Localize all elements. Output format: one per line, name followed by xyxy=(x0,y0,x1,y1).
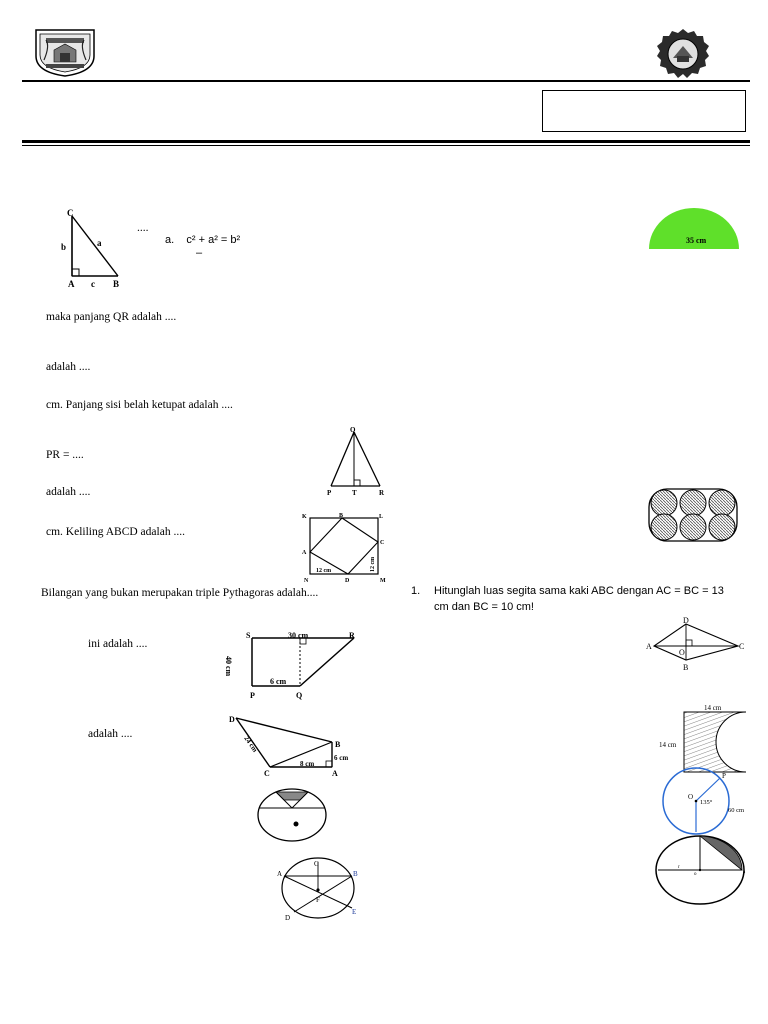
label-C: C xyxy=(264,769,270,778)
label-E: E xyxy=(352,908,357,916)
label-R: R xyxy=(379,489,385,497)
right-triangle-figure xyxy=(58,206,130,290)
label-r: r xyxy=(678,865,680,870)
label-C: C xyxy=(314,860,319,868)
trapezoid-figure xyxy=(224,628,364,700)
label-c: c xyxy=(91,279,95,289)
label-T: T xyxy=(352,489,357,497)
q1-option-dash: – xyxy=(196,247,203,259)
label-o: o xyxy=(694,872,697,877)
header-rule-thin xyxy=(22,80,750,82)
identity-box xyxy=(542,90,746,132)
q6-text: adalah .... xyxy=(46,486,91,498)
dim-top-14: 14 cm xyxy=(704,704,722,712)
label-a: a xyxy=(97,238,102,248)
label-Q: Q xyxy=(296,691,303,700)
label-A: A xyxy=(646,642,652,651)
label-P: P xyxy=(250,691,255,700)
label-B: B xyxy=(113,279,120,289)
label-radius: 60 cm xyxy=(728,807,745,814)
quadrilateral-figure xyxy=(226,712,354,778)
semicircle-label: 35 cm xyxy=(686,236,707,245)
label-L: L xyxy=(379,514,384,520)
label-S: S xyxy=(246,631,251,640)
label-B: B xyxy=(339,513,344,519)
label-A: A xyxy=(302,550,307,556)
q10-text: adalah .... xyxy=(88,728,133,740)
dim-right: 12 cm xyxy=(370,556,376,572)
label-C: C xyxy=(739,642,745,651)
label-D: D xyxy=(229,715,235,724)
label-R: R xyxy=(349,631,355,640)
q8-text: Bilangan yang bukan merupakan triple Pythagoras adalah.... xyxy=(41,587,319,599)
label-O: O xyxy=(679,648,685,657)
q4-text: cm. Panjang sisi belah ketupat adalah .... xyxy=(46,399,233,411)
item-text-line2: cm dan BC = 10 cm! xyxy=(434,601,534,613)
label-D: D xyxy=(683,616,689,625)
item-text-line1: Hitunglah luas segita sama kaki ABC dengan AC = BC = 13 xyxy=(434,585,724,597)
regency-crest-logo xyxy=(32,26,98,78)
header-rule-thick xyxy=(22,140,750,143)
q1-dots: .... xyxy=(137,222,149,234)
circle-quarter-figure xyxy=(654,830,750,906)
label-P: P xyxy=(327,489,332,497)
dim-top: 30 cm xyxy=(288,631,309,640)
label-F: F xyxy=(316,896,320,904)
label-a: a xyxy=(743,870,746,875)
label-N: N xyxy=(304,578,309,584)
q9-text: ini adalah .... xyxy=(88,638,148,650)
label-C: C xyxy=(380,540,385,546)
dim-ca: 8 cm xyxy=(300,760,315,768)
circle-chords-figure xyxy=(276,854,362,924)
circle-sector-figure xyxy=(660,770,754,834)
school-seal-logo xyxy=(657,28,709,80)
label-A: A xyxy=(277,870,283,878)
q3-text: adalah .... xyxy=(46,361,91,373)
label-D: D xyxy=(345,578,350,584)
label-D: D xyxy=(285,914,291,922)
label-P: P xyxy=(722,772,726,780)
item-number: 1. xyxy=(411,585,421,597)
q7-text: cm. Keliling ABCD adalah .... xyxy=(46,526,185,538)
dim-inner: 6 cm xyxy=(270,677,287,686)
header-rule-under xyxy=(22,145,750,146)
semicircle-figure xyxy=(648,204,740,250)
dim-ba: 6 cm xyxy=(334,754,349,762)
circle-cap-figure xyxy=(256,788,328,842)
label-b: b xyxy=(61,242,67,252)
label-A: A xyxy=(68,279,75,289)
label-B: B xyxy=(335,740,341,749)
q1-option-a: a. c² + a² = b² xyxy=(165,234,241,246)
rhombus-rectangle-figure xyxy=(296,510,388,584)
label-A: A xyxy=(332,769,338,778)
dim-left-14: 14 cm xyxy=(659,741,677,749)
dim-dc: 24 cm xyxy=(242,734,260,754)
dim-bottom: 12 cm xyxy=(316,568,332,574)
circles-rectangle-figure xyxy=(648,488,738,542)
label-O: O xyxy=(688,793,694,801)
label-angle: 135° xyxy=(700,799,713,806)
q2-text: maka panjang QR adalah .... xyxy=(46,311,177,323)
isosceles-triangle-figure xyxy=(322,424,392,498)
label-C: C xyxy=(67,208,74,218)
label-K: K xyxy=(302,514,307,520)
dim-left: 40 cm xyxy=(224,656,233,677)
kite-figure xyxy=(644,614,748,678)
label-M: M xyxy=(380,578,386,584)
label-B: B xyxy=(683,663,689,672)
label-B: B xyxy=(353,870,358,878)
label-Q: Q xyxy=(350,426,356,434)
q5-text: PR = .... xyxy=(46,449,84,461)
square-semicircle-figure xyxy=(656,702,750,776)
